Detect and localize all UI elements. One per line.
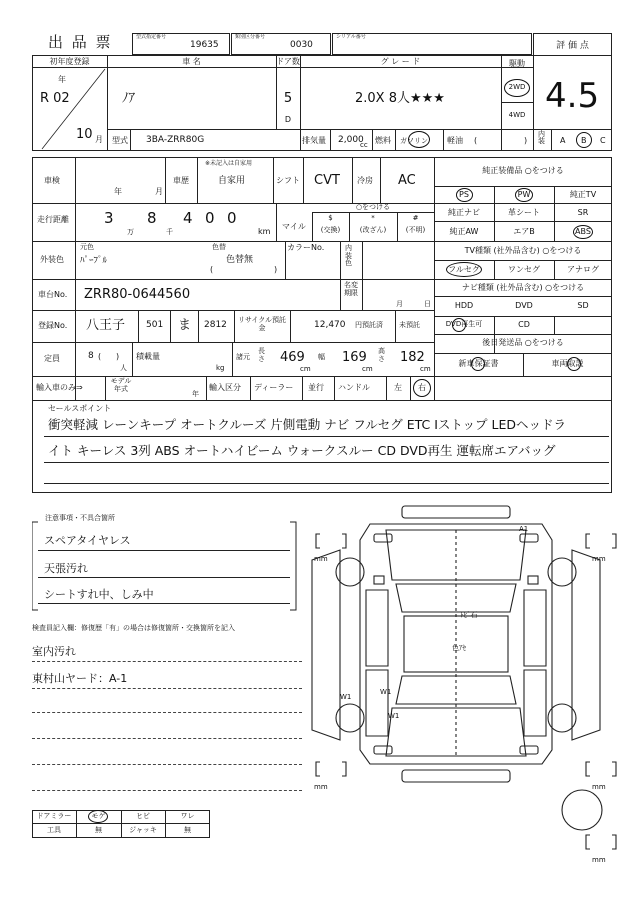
mirror-moge: モゲ bbox=[91, 812, 106, 820]
mileage-digit-5: 0 bbox=[227, 209, 237, 227]
navi-sd: SD bbox=[577, 301, 589, 310]
meter-tampered-label: (改ざん) bbox=[359, 226, 387, 234]
car-diagram bbox=[300, 500, 620, 870]
load-kg: kg bbox=[216, 364, 225, 372]
diesel-label: 軽油 bbox=[447, 136, 463, 145]
fuel-gasoline: ガソリン bbox=[400, 137, 428, 145]
recycle-value: 12,470 bbox=[314, 320, 346, 330]
serial-label: シリアル番号 bbox=[336, 34, 366, 40]
meter-exchanged-label: (交換) bbox=[320, 226, 341, 234]
inspection-month-unit: 月 bbox=[155, 187, 163, 196]
mm-rear-left: mm bbox=[314, 783, 328, 791]
history-note: ※未記入は自家用 bbox=[205, 160, 253, 167]
diesel-paren-open: ( bbox=[474, 136, 478, 145]
name-change-day: 日 bbox=[424, 300, 431, 308]
category-label: 類別区分番号 bbox=[235, 34, 266, 40]
interior-c: C bbox=[600, 136, 606, 145]
interior-b: B bbox=[581, 136, 587, 145]
dims-label: 諸元 bbox=[236, 353, 250, 361]
tv-title: TV種類 (社外品含む) ○をつける bbox=[464, 246, 582, 255]
mile-label: マイル bbox=[282, 222, 306, 231]
later-warranty: 新車保証書 bbox=[458, 359, 499, 368]
interior-b-circle bbox=[576, 132, 592, 148]
grade-label: グ レ ー ド bbox=[380, 57, 421, 66]
height-cm: cm bbox=[420, 365, 431, 373]
fuel-label: 燃料 bbox=[375, 136, 391, 145]
original-color-label: 元色 bbox=[80, 243, 94, 251]
cc-unit: cc bbox=[360, 141, 368, 149]
name-change-month: 月 bbox=[396, 300, 403, 308]
load-label: 積載量 bbox=[136, 352, 160, 361]
drive-4wd: 4WD bbox=[508, 111, 526, 119]
import-label: 輸入車のみ⇒ bbox=[36, 383, 83, 392]
model-year-unit: 年 bbox=[192, 390, 199, 398]
navi-dvd-play: DVD再生可 bbox=[445, 320, 483, 328]
doors-value: 5 bbox=[283, 91, 293, 106]
mileage-sen: 千 bbox=[166, 228, 173, 236]
car-name-label: 車 名 bbox=[182, 57, 201, 66]
meter-unknown: # bbox=[412, 214, 419, 222]
equip-sr: SR bbox=[577, 208, 589, 217]
inspection-label: 車検 bbox=[44, 176, 60, 185]
navi-title: ナビ種類 (社外品含む) ○をつける bbox=[461, 283, 585, 292]
recycle-unit: 円預託済 bbox=[355, 321, 383, 329]
mirror-moge-circle bbox=[88, 810, 108, 823]
import-type-label: 輸入区分 bbox=[209, 383, 241, 392]
shift-label: シフト bbox=[276, 176, 300, 185]
mirror-label: ドアミラー bbox=[36, 812, 72, 820]
page-title: 出 品 票 bbox=[48, 33, 113, 51]
door-suffix: D bbox=[284, 115, 292, 124]
model-designation-value: 19635 bbox=[190, 40, 219, 50]
recycle-unpaid: 未預託 bbox=[399, 321, 420, 329]
tool-value: 無 bbox=[95, 826, 102, 834]
later-title: 後日発送品 ○をつける bbox=[482, 338, 564, 347]
meter-tampered: * bbox=[371, 214, 375, 222]
interior-color-label: 内装色 bbox=[345, 244, 352, 268]
year-unit: 年 bbox=[58, 75, 66, 84]
length-label: 長さ bbox=[258, 347, 265, 363]
interior-a: A bbox=[560, 136, 566, 145]
equip-aw: 純正AW bbox=[449, 227, 479, 236]
interior-label: 内装 bbox=[538, 130, 545, 145]
recycle-label: リサイクル預託金 bbox=[237, 316, 287, 333]
height-value: 182 bbox=[400, 350, 425, 365]
equip-ps: PS bbox=[459, 190, 469, 199]
damage-w1-center: W1 bbox=[380, 688, 392, 696]
reg-kana: ま bbox=[178, 318, 192, 333]
mileage-digit-1: 3 bbox=[104, 209, 114, 227]
later-manual-circle bbox=[567, 357, 581, 371]
history-label: 車歴 bbox=[173, 176, 189, 185]
doors-label: ドア数 bbox=[276, 57, 300, 66]
displacement-label: 排気量 bbox=[302, 136, 326, 145]
reg-city: 八王子 bbox=[86, 318, 126, 333]
navi-dvd-play-circle bbox=[452, 318, 466, 332]
inspector-line-2: 東村山ヤード：A-1 bbox=[32, 672, 128, 685]
first-reg-month: 10 bbox=[76, 127, 93, 142]
handle-right-circle bbox=[413, 379, 431, 397]
note-line-2: 天張汚れ bbox=[44, 562, 88, 575]
color-label: 外装色 bbox=[40, 255, 64, 264]
note-line-3: シートすれ中、しみ中 bbox=[44, 588, 154, 601]
color-value: ﾊﾟｰﾌﾟﾙ bbox=[80, 256, 108, 266]
equip-ps-circle bbox=[456, 188, 473, 202]
color-no-label: カラーNo. bbox=[287, 243, 325, 252]
inspection-year-unit: 年 bbox=[114, 187, 122, 196]
category-value: 0030 bbox=[290, 40, 313, 50]
equip-pw: PW bbox=[517, 190, 531, 199]
inspector-label: 検査員記入欄：修復歴「有」の場合は修復箇所・交換箇所を記入 bbox=[32, 624, 235, 632]
damage-a1: A1 bbox=[519, 525, 529, 533]
damage-w1-lower: W1 bbox=[388, 712, 400, 720]
diesel-paren-close: ) bbox=[524, 136, 528, 145]
navi-hdd: HDD bbox=[454, 301, 474, 310]
history-value: 自家用 bbox=[218, 176, 246, 186]
repaint-value: 色替無 bbox=[226, 255, 254, 265]
equip-airbag: エアB bbox=[513, 227, 535, 236]
displacement-value: 2,000 bbox=[338, 135, 364, 145]
equip-abs: ABS bbox=[575, 227, 591, 236]
mm-front-right: mm bbox=[592, 555, 606, 563]
meter-unknown-label: (不明) bbox=[405, 226, 426, 234]
repaint-label: 色替 bbox=[212, 243, 226, 251]
score-label: 評 価 点 bbox=[556, 41, 589, 51]
meter-exchanged: $ bbox=[328, 214, 333, 222]
ac-value: AC bbox=[398, 173, 416, 188]
jack-value: 無 bbox=[184, 826, 191, 834]
damage-fade: 色ｱｾ bbox=[452, 644, 466, 652]
tv-oneseg: ワンセグ bbox=[508, 265, 540, 274]
handle-left: 左 bbox=[394, 383, 402, 392]
capacity-paren-open: ( bbox=[98, 352, 102, 361]
sales-line-2: イト キーレス 3列 ABS オートハイビーム ウォークスルー CD DVD再生 運転席エアバッグ bbox=[48, 443, 556, 458]
navi-dvd: DVD bbox=[515, 301, 533, 310]
jack-label: ジャッキ bbox=[129, 826, 157, 834]
length-value: 469 bbox=[280, 350, 305, 365]
mileage-digit-4: 0 bbox=[205, 209, 215, 227]
grade-value: 2.0X 8人★★★ bbox=[355, 91, 445, 106]
mileage-digit-2: 8 bbox=[147, 209, 157, 227]
sales-label: セールスポイント bbox=[48, 404, 112, 413]
width-cm: cm bbox=[362, 365, 373, 373]
mm-front-left: mm bbox=[314, 555, 328, 563]
first-reg-label: 初年度登録 bbox=[49, 57, 90, 66]
damage-chip: ﾄﾋﾞ石 bbox=[460, 611, 478, 619]
reg-number: 2812 bbox=[204, 320, 227, 330]
mileage-label: 走行距離 bbox=[37, 215, 69, 224]
tv-fullseg-circle bbox=[446, 262, 482, 277]
import-dealer: ディーラー bbox=[254, 383, 294, 392]
mileage-digit-3: 4 bbox=[183, 209, 193, 227]
sales-line-1: 衝突軽減 レーンキープ オートクルーズ 片側電動 ナビ フルセグ ETC Iストップ LEDヘッドラ bbox=[48, 417, 566, 432]
width-label: 幅 bbox=[318, 353, 325, 361]
height-label: 高さ bbox=[378, 347, 385, 363]
note-line-1: スペアタイヤレス bbox=[44, 534, 131, 547]
ac-label: 冷房 bbox=[357, 176, 373, 185]
capacity-value: 8 bbox=[88, 351, 94, 361]
car-name-value: ﾉｱ bbox=[122, 91, 135, 106]
tool-label: 工具 bbox=[47, 826, 61, 834]
import-parallel: 並行 bbox=[308, 383, 324, 392]
mm-spare: mm bbox=[592, 856, 606, 864]
navi-cd: CD bbox=[518, 320, 530, 329]
mm-rear-right: mm bbox=[592, 783, 606, 791]
mileage-man: 万 bbox=[127, 228, 134, 236]
capacity-unit: 人 bbox=[120, 364, 127, 372]
notes-label: 注意事項・不具合箇所 bbox=[45, 514, 115, 522]
reg-class: 501 bbox=[146, 320, 164, 330]
equip-abs-circle bbox=[573, 225, 593, 239]
later-warranty-circle bbox=[471, 357, 485, 371]
model-label: 型式 bbox=[112, 136, 128, 145]
vin-label: 車台No. bbox=[38, 290, 68, 299]
mirror-ware: ワレ bbox=[180, 812, 195, 820]
model-year-label: モデル年式 bbox=[110, 377, 132, 393]
width-value: 169 bbox=[342, 350, 367, 365]
repaint-paren-open: ( bbox=[210, 265, 214, 274]
reg-label: 登録No. bbox=[38, 321, 68, 330]
model-value: 3BA-ZRR80G bbox=[146, 135, 205, 145]
model-designation-label: 型式指定番号 bbox=[136, 34, 167, 40]
tv-analog: アナログ bbox=[567, 265, 599, 274]
handle-right: 右 bbox=[418, 383, 426, 392]
inspector-line-1: 室内汚れ bbox=[32, 645, 76, 658]
tv-fullseg: フルセグ bbox=[448, 265, 480, 274]
drive-label: 駆動 bbox=[509, 59, 525, 68]
fuel-circle bbox=[408, 131, 430, 148]
equip-tv: 純正TV bbox=[569, 190, 597, 199]
damage-w1-left: W1 bbox=[340, 693, 352, 701]
month-unit: 月 bbox=[95, 135, 103, 144]
repaint-paren-close: ) bbox=[274, 265, 278, 274]
equipment-title: 純正装備品 ○をつける bbox=[482, 166, 564, 175]
shift-value: CVT bbox=[314, 173, 340, 188]
equip-navi: 純正ナビ bbox=[448, 208, 480, 217]
drive-2wd: 2WD bbox=[508, 83, 526, 91]
length-cm: cm bbox=[300, 365, 311, 373]
capacity-paren-close: ) bbox=[116, 352, 120, 361]
mirror-hibi: ヒビ bbox=[136, 812, 150, 820]
mileage-km: km bbox=[258, 227, 271, 236]
meter-circle-note: ○をつける bbox=[355, 203, 391, 211]
era-year: R 02 bbox=[40, 91, 70, 106]
name-change-label: 名変期限 bbox=[344, 281, 358, 297]
handle-label: ハンドル bbox=[338, 383, 370, 392]
vin-value: ZRR80-0644560 bbox=[84, 287, 191, 302]
capacity-label: 定員 bbox=[44, 354, 60, 363]
equip-pw-circle bbox=[515, 188, 533, 202]
later-manual: 車両取説 bbox=[551, 359, 584, 368]
score-value: 4.5 bbox=[545, 76, 600, 116]
equip-leather: 革シート bbox=[508, 208, 540, 217]
